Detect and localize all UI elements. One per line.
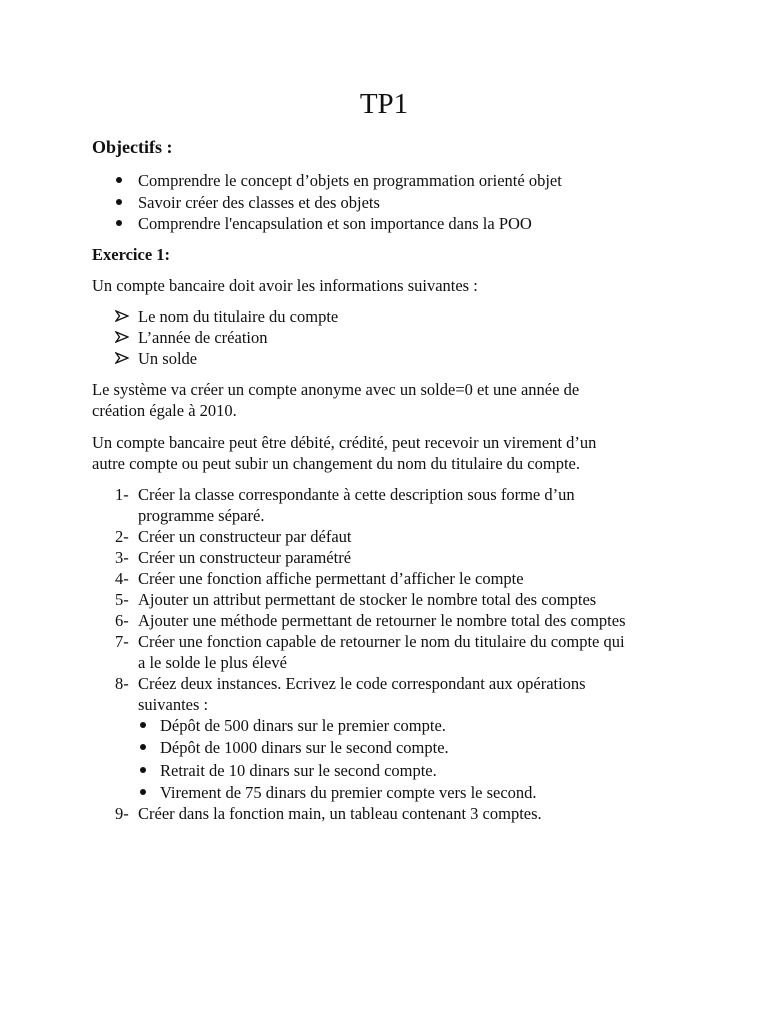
task-text: Ajouter un attribut permettant de stocker le nombre total des comptes (138, 590, 597, 609)
task-text: Créer un constructeur par défaut (138, 527, 352, 546)
task-text: programme séparé. (138, 506, 265, 525)
bullet-icon (140, 767, 146, 773)
operation-item: Retrait de 10 dinars sur le second compte. (160, 761, 437, 780)
bullet-icon (140, 744, 146, 750)
bullet-icon (116, 199, 122, 205)
bullet-icon (116, 177, 122, 183)
objective-item: Comprendre le concept d’objets en programmation orienté objet (138, 171, 562, 190)
exercise-heading: Exercice 1: (92, 245, 171, 264)
task-number: 7- (115, 632, 129, 651)
task-number: 9- (115, 804, 129, 823)
task-text: Créer une fonction capable de retourner le nom du titulaire du compte qui (138, 632, 625, 651)
operation-item: Dépôt de 500 dinars sur le premier compte. (160, 716, 446, 735)
task-text: Créez deux instances. Ecrivez le code correspondant aux opérations (138, 674, 586, 693)
task-number: 8- (115, 674, 129, 693)
bullet-icon (140, 722, 146, 728)
objective-item: Comprendre l'encapsulation et son importance dans la POO (138, 214, 532, 233)
task-number: 4- (115, 569, 129, 588)
task-text: a le solde le plus élevé (138, 653, 287, 672)
task-number: 6- (115, 611, 129, 630)
task-number: 5- (115, 590, 129, 609)
bullet-icon (116, 220, 122, 226)
task-text: Créer la classe correspondante à cette description sous forme d’un (138, 485, 575, 504)
info-item: Le nom du titulaire du compte (138, 307, 339, 326)
arrow-bullet-icon (115, 352, 129, 364)
objective-item: Savoir créer des classes et des objets (138, 193, 380, 212)
info-item: Un solde (138, 349, 198, 368)
paragraph-line: Le système va créer un compte anonyme avec un solde=0 et une année de (92, 380, 580, 399)
task-text: Ajouter une méthode permettant de retourner le nombre total des comptes (138, 611, 626, 630)
operation-item: Dépôt de 1000 dinars sur le second compte. (160, 738, 449, 757)
objectives-heading: Objectifs : (92, 137, 173, 157)
arrow-bullet-icon (115, 310, 129, 322)
task-text: Créer une fonction affiche permettant d’afficher le compte (138, 569, 524, 588)
task-text: Créer dans la fonction main, un tableau contenant 3 comptes. (138, 804, 542, 823)
task-number: 1- (115, 485, 129, 504)
task-text: suivantes : (138, 695, 209, 714)
info-item: L’année de création (138, 328, 268, 347)
operation-item: Virement de 75 dinars du premier compte vers le second. (160, 783, 537, 802)
task-text: Créer un constructeur paramétré (138, 548, 352, 567)
task-number: 3- (115, 548, 129, 567)
document-title: TP1 (359, 88, 409, 120)
task-number: 2- (115, 527, 129, 546)
exercise-intro: Un compte bancaire doit avoir les informations suivantes : (92, 276, 478, 295)
paragraph-line: Un compte bancaire peut être débité, crédité, peut recevoir un virement d’un (92, 433, 597, 452)
arrow-bullet-icon (115, 331, 129, 343)
paragraph-line: création égale à 2010. (92, 401, 237, 420)
paragraph-line: autre compte ou peut subir un changement du nom du titulaire du compte. (92, 454, 580, 473)
bullet-icon (140, 789, 146, 795)
